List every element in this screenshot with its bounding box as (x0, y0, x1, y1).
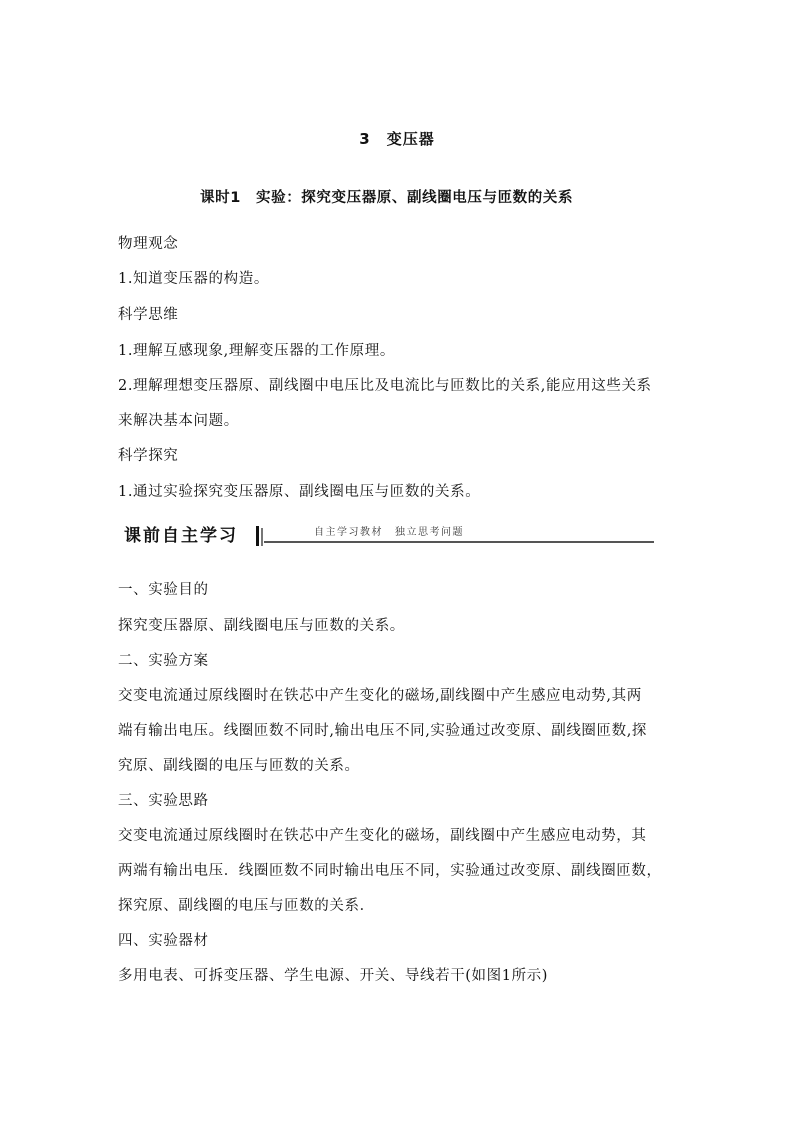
science-inquiry-item-1: 1.通过实验探究变压器原、副线圈电压与匝数的关系。 (118, 484, 481, 500)
section-4-text-line1: 多用电表、可拆变压器、学生电源、开关、导线若干(如图1所示) (118, 968, 549, 984)
science-thinking-heading: 科学思维 (118, 307, 179, 323)
section-1-heading: 一、实验目的 (118, 582, 209, 598)
physics-concept-item-1: 1.知道变压器的构造。 (118, 271, 269, 287)
section-3-text-line2: 两端有输出电压．线圈匝数不同时输出电压不同，实验通过改变原、副线圈匝数， (118, 863, 662, 879)
physics-concept-heading: 物理观念 (118, 236, 179, 252)
banner-divider-bar-light (261, 528, 263, 546)
science-thinking-item-2-line2: 来解决基本问题。 (118, 413, 239, 429)
section-3-heading: 三、实验思路 (118, 793, 209, 809)
banner-tags (314, 526, 476, 540)
section-1-text-line1: 探究变压器原、副线圈电压与匝数的关系。 (118, 618, 405, 634)
banner-tag-1: 自主学习教材 (314, 527, 383, 538)
section-2-heading: 二、实验方案 (118, 653, 209, 669)
section-2-text-line1: 交变电流通过原线圈时在铁芯中产生变化的磁场,副线圈中产生感应电动势,其两 (118, 688, 642, 704)
banner-tag-2: 独立思考问题 (395, 527, 464, 538)
science-inquiry-heading: 科学探究 (118, 448, 179, 464)
banner-divider-bar (256, 526, 259, 546)
section-4-heading: 四、实验器材 (118, 933, 209, 949)
section-3-text-line3: 探究原、副线圈的电压与匝数的关系． (118, 898, 375, 914)
section-banner (118, 524, 654, 548)
science-thinking-item-2-line1: 2.理解理想变压器原、副线圈中电压比及电流比与匝数比的关系,能应用这些关系 (118, 378, 652, 394)
science-thinking-item-1: 1.理解互感现象,理解变压器的工作原理。 (118, 343, 395, 359)
lesson-subtitle: 课时1 实验：探究变压器原、副线圈电压与匝数的关系 (200, 190, 574, 206)
banner-title: 课前自主学习 (124, 526, 238, 546)
section-2-text-line2: 端有输出电压。线圈匝数不同时,输出电压不同,实验通过改变原、副线圈匝数,探 (118, 723, 648, 739)
section-3-text-line1: 交变电流通过原线圈时在铁芯中产生变化的磁场，副线圈中产生感应电动势，其 (118, 828, 647, 844)
section-2-text-line3: 究原、副线圈的电压与匝数的关系。 (118, 758, 360, 774)
page-title: 3 变压器 (359, 130, 435, 148)
banner-rule (264, 541, 654, 543)
